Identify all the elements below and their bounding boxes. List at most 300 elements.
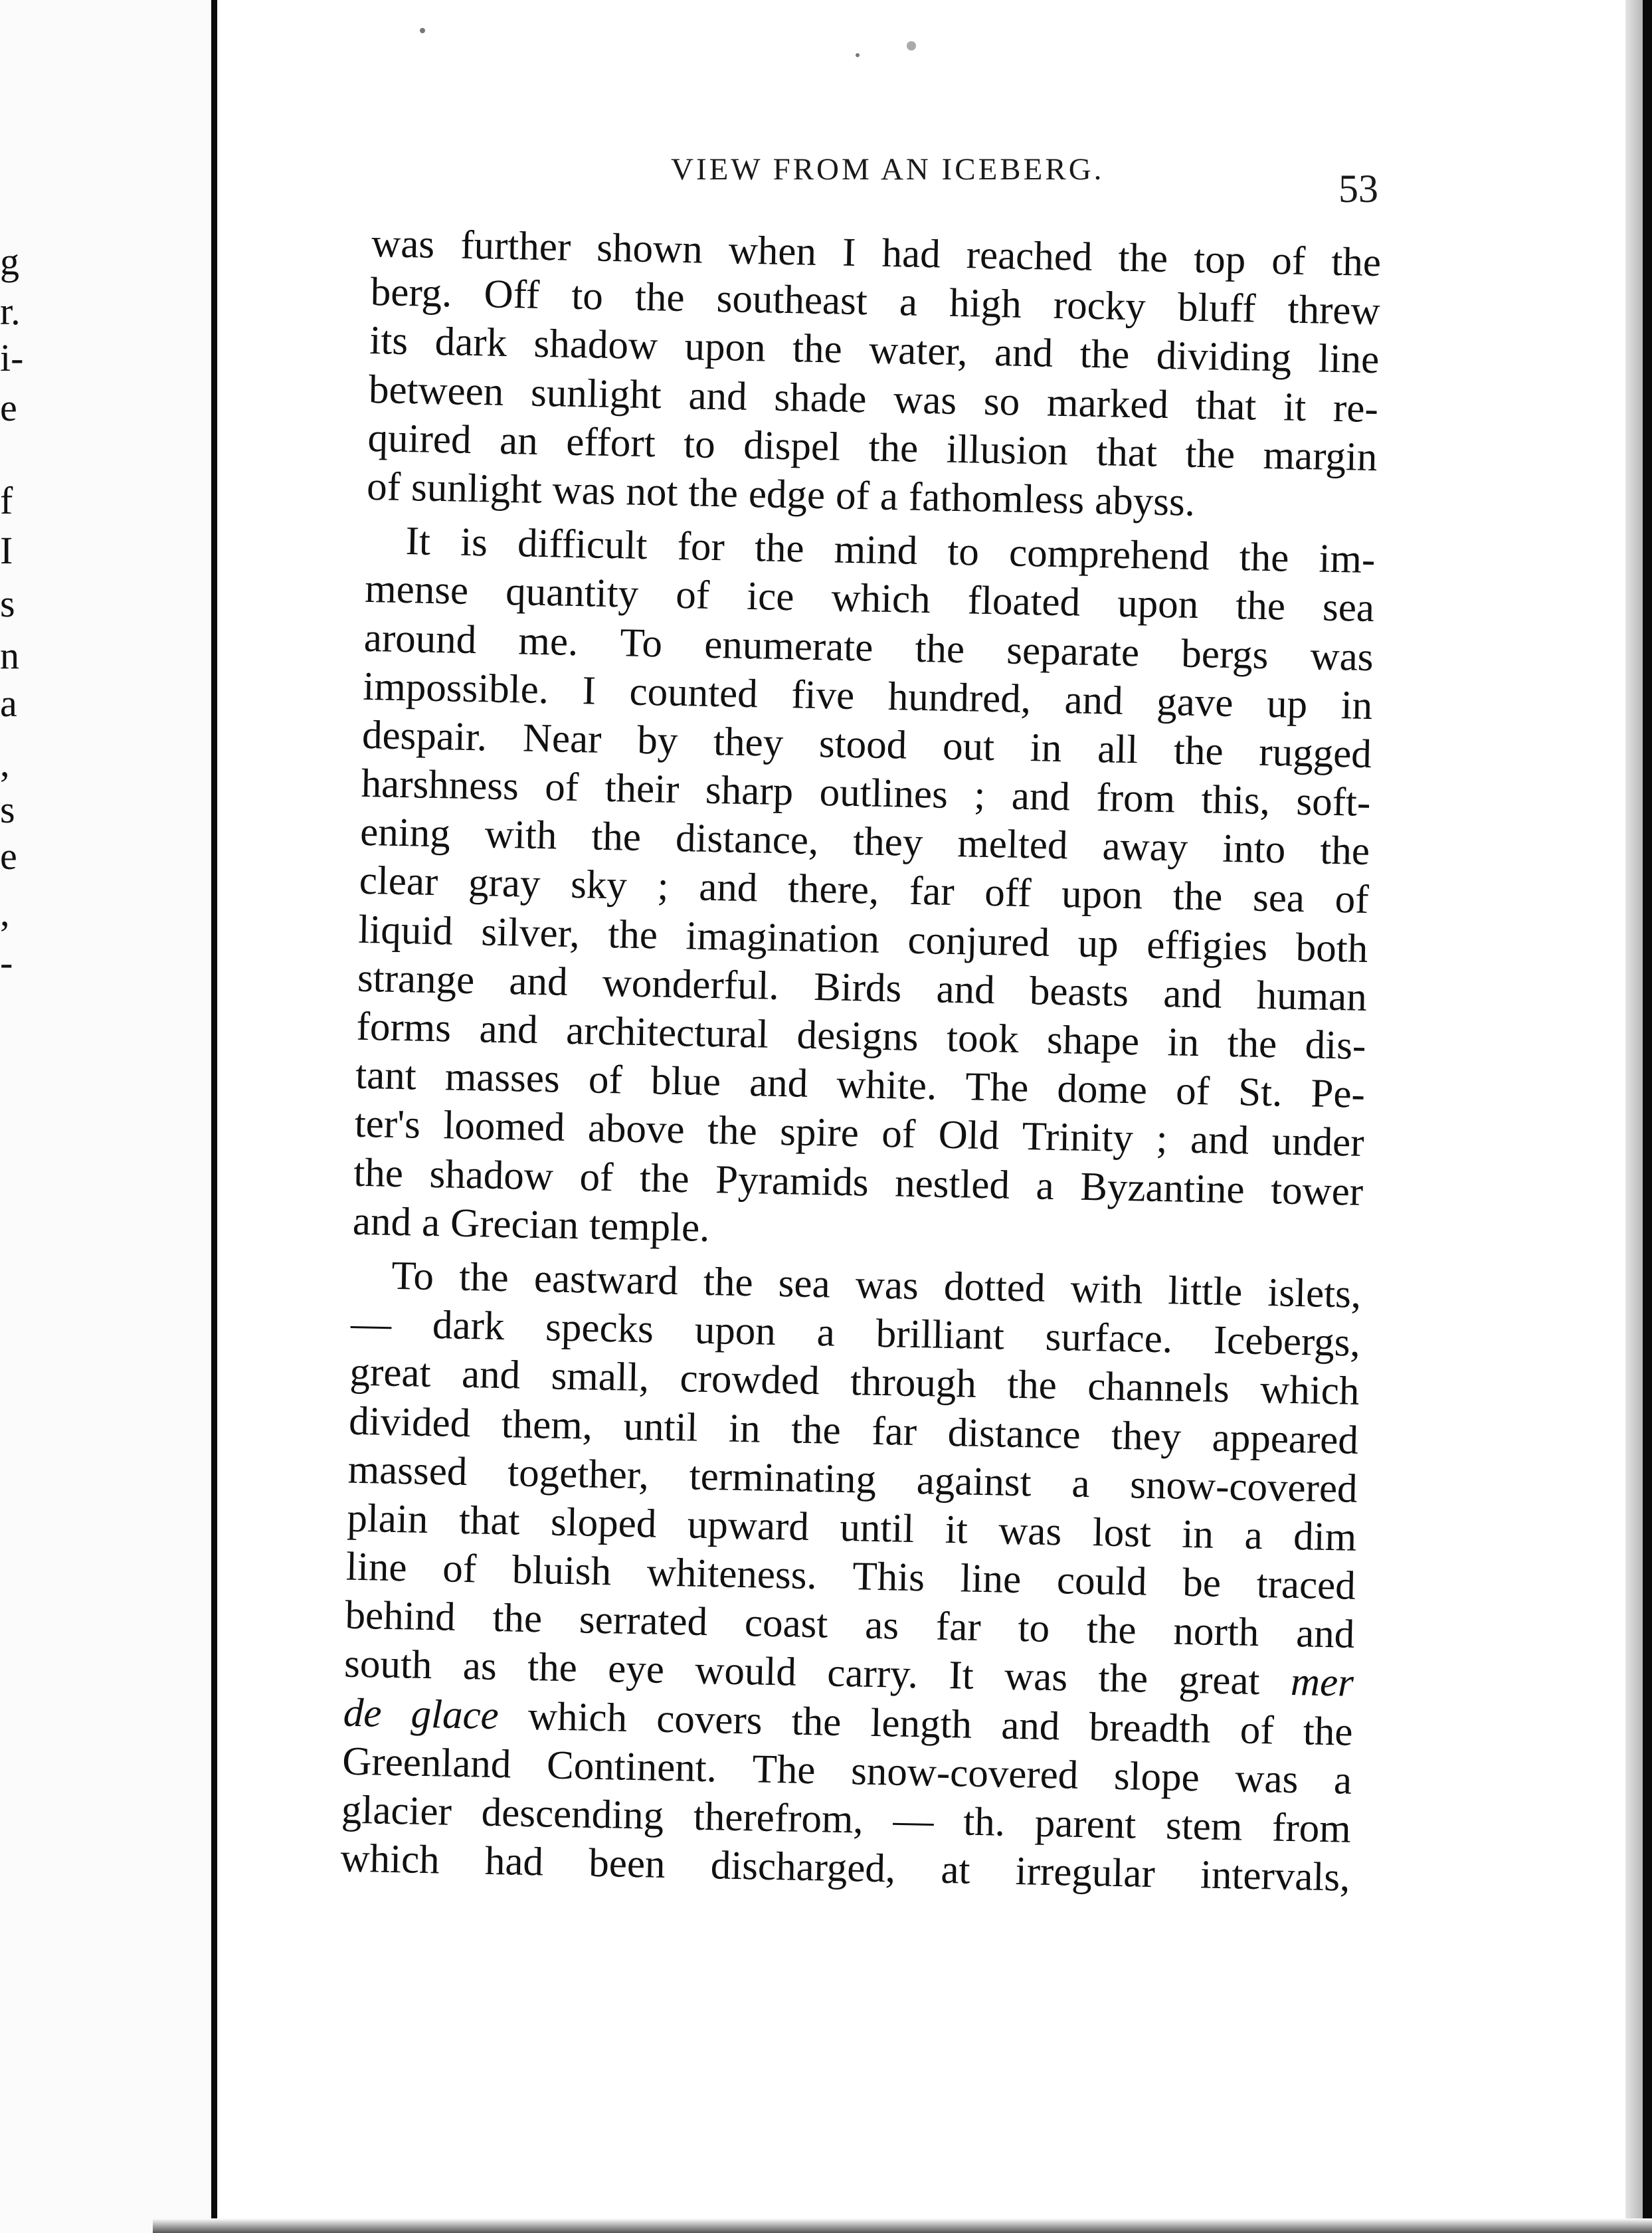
word: and bbox=[1190, 1117, 1249, 1163]
word: and bbox=[688, 373, 748, 419]
word: had bbox=[881, 231, 941, 277]
word: I bbox=[842, 230, 857, 275]
word: dispel bbox=[743, 423, 841, 470]
word: around bbox=[363, 615, 477, 662]
word: quantity bbox=[505, 569, 639, 617]
word: and bbox=[1063, 677, 1124, 724]
word: sunlight bbox=[411, 465, 543, 512]
word: between bbox=[368, 367, 504, 415]
word: from bbox=[1095, 775, 1176, 822]
word: five bbox=[790, 672, 855, 718]
word: the bbox=[1235, 583, 1286, 629]
word: specks bbox=[545, 1305, 654, 1352]
word: islets, bbox=[1267, 1270, 1362, 1317]
word: conjured bbox=[907, 918, 1050, 965]
facing-page-char: s bbox=[0, 788, 15, 831]
word: the bbox=[1227, 1020, 1277, 1067]
word: as bbox=[864, 1602, 899, 1648]
word: had bbox=[484, 1838, 544, 1885]
word: It bbox=[948, 1653, 974, 1699]
word: soft- bbox=[1295, 779, 1371, 826]
word: it bbox=[1283, 384, 1307, 430]
word: mer bbox=[1290, 1660, 1354, 1706]
running-head: VIEW FROM AN ICEBERG. bbox=[671, 152, 1105, 187]
word: a bbox=[879, 474, 899, 520]
word: slope bbox=[1113, 1753, 1200, 1800]
dust-speck bbox=[856, 53, 860, 57]
word: divided bbox=[348, 1399, 471, 1446]
word: tant bbox=[355, 1052, 417, 1099]
word: the bbox=[868, 425, 919, 471]
word: which bbox=[830, 575, 931, 623]
word: far bbox=[909, 869, 955, 915]
word: shadow bbox=[428, 1151, 554, 1199]
word: of bbox=[1175, 1068, 1210, 1114]
word: temple. bbox=[589, 1203, 711, 1250]
word: forms bbox=[356, 1004, 452, 1051]
word: dis- bbox=[1305, 1022, 1366, 1068]
word: line bbox=[1318, 336, 1380, 383]
word: glace bbox=[411, 1692, 500, 1738]
dust-speck bbox=[907, 41, 916, 50]
word: silver, bbox=[480, 909, 581, 956]
word: clear bbox=[359, 858, 439, 905]
word: which bbox=[527, 1694, 628, 1741]
word: dome bbox=[1056, 1066, 1148, 1113]
word: a bbox=[816, 1310, 836, 1355]
word: mind bbox=[834, 527, 918, 573]
word: the bbox=[688, 470, 739, 516]
word: intervals, bbox=[1200, 1852, 1350, 1900]
word: tower bbox=[1270, 1167, 1364, 1214]
facing-page-char: s bbox=[0, 582, 15, 625]
word: dark bbox=[434, 320, 507, 366]
word: snow-covered bbox=[850, 1749, 1079, 1798]
facing-page-char: - bbox=[0, 941, 13, 984]
word: hundred, bbox=[887, 674, 1032, 722]
word: sunlight bbox=[530, 370, 662, 417]
word: and bbox=[994, 330, 1054, 377]
word: under bbox=[1271, 1119, 1365, 1166]
word: they bbox=[713, 719, 784, 765]
word: Greenland bbox=[341, 1739, 512, 1787]
word: mense bbox=[364, 567, 469, 614]
word: Near bbox=[522, 716, 602, 762]
word: upon bbox=[1061, 872, 1143, 918]
word: Old bbox=[938, 1113, 1000, 1159]
word: marked bbox=[1046, 380, 1169, 427]
word: Off bbox=[483, 272, 540, 318]
word: ice bbox=[746, 574, 795, 620]
dust-speck bbox=[420, 28, 425, 33]
word: that bbox=[458, 1498, 521, 1544]
word: and bbox=[1162, 971, 1223, 1017]
word: the bbox=[703, 1259, 754, 1306]
word: and bbox=[1295, 1611, 1355, 1658]
word: re- bbox=[1332, 385, 1379, 431]
word: and bbox=[1000, 1703, 1061, 1749]
word: the bbox=[914, 626, 965, 672]
word: gray bbox=[468, 860, 541, 907]
word: high bbox=[949, 280, 1022, 327]
word: great bbox=[1178, 1658, 1261, 1704]
word: human bbox=[1256, 973, 1368, 1020]
word: the bbox=[1097, 1656, 1148, 1702]
word: was bbox=[371, 221, 435, 267]
word: plain bbox=[346, 1496, 429, 1542]
word: the bbox=[492, 1596, 543, 1642]
word: Pe- bbox=[1310, 1071, 1366, 1117]
word: when bbox=[728, 228, 817, 274]
word: water, bbox=[868, 328, 968, 375]
word: dividing bbox=[1156, 334, 1292, 381]
word: upon bbox=[694, 1308, 777, 1355]
word: further bbox=[460, 223, 571, 270]
word: was bbox=[893, 377, 957, 423]
word: the bbox=[1303, 1708, 1354, 1755]
facing-page-fragment bbox=[0, 0, 211, 2233]
word: me. bbox=[517, 618, 579, 664]
word: eye bbox=[607, 1646, 665, 1693]
word: and bbox=[749, 1060, 808, 1107]
word: there, bbox=[787, 866, 879, 914]
word: against bbox=[916, 1458, 1032, 1505]
word: of bbox=[442, 1546, 477, 1592]
bottom-edge-shadow bbox=[153, 2218, 1652, 2233]
word: fathomless bbox=[908, 474, 1085, 523]
word: an bbox=[499, 418, 539, 464]
word: Grecian bbox=[450, 1201, 579, 1248]
word: in bbox=[1167, 1020, 1200, 1066]
word: in bbox=[1030, 726, 1062, 771]
word: illusion bbox=[946, 427, 1069, 474]
word: edge bbox=[748, 471, 826, 518]
facing-page-char: n bbox=[0, 634, 19, 677]
word: white. bbox=[836, 1062, 937, 1109]
word: so bbox=[983, 379, 1020, 425]
word: The bbox=[752, 1747, 816, 1793]
word: dark bbox=[432, 1303, 505, 1349]
word: sea bbox=[1252, 876, 1305, 922]
word: To bbox=[619, 620, 663, 666]
word: upward bbox=[687, 1502, 810, 1549]
word: they bbox=[852, 819, 923, 866]
word: reached bbox=[966, 233, 1093, 280]
book-gutter bbox=[211, 0, 217, 2233]
word: therefrom, bbox=[693, 1794, 864, 1842]
word: crowded bbox=[679, 1356, 820, 1404]
word: would bbox=[694, 1648, 797, 1696]
word: to bbox=[683, 421, 716, 467]
word: melted bbox=[957, 821, 1069, 868]
word: St. bbox=[1238, 1070, 1283, 1116]
word: of bbox=[1239, 1707, 1275, 1753]
word: Icebergs, bbox=[1213, 1317, 1361, 1365]
word: enumerate bbox=[703, 622, 873, 670]
word: upon bbox=[684, 324, 767, 371]
facing-page-char: r. bbox=[0, 290, 21, 333]
word: threw bbox=[1287, 287, 1381, 334]
word: it bbox=[945, 1507, 968, 1553]
word: and bbox=[461, 1352, 521, 1398]
word: shadow bbox=[533, 322, 658, 369]
word: by bbox=[636, 718, 678, 763]
word: glacier bbox=[341, 1787, 452, 1834]
word: not bbox=[625, 469, 679, 515]
word: the bbox=[634, 274, 686, 321]
word: of bbox=[1271, 239, 1306, 284]
facing-page-char: , bbox=[0, 741, 10, 785]
word: the bbox=[791, 1699, 842, 1745]
word: far bbox=[935, 1604, 982, 1650]
facing-page-char: , bbox=[0, 891, 10, 934]
word: a bbox=[1071, 1461, 1091, 1506]
word: could bbox=[1056, 1558, 1148, 1604]
word: sea bbox=[778, 1260, 831, 1307]
facing-page-char: a bbox=[0, 682, 17, 725]
word: comprehend bbox=[1008, 530, 1210, 579]
word: architectural bbox=[565, 1008, 769, 1057]
word: the bbox=[1319, 828, 1370, 874]
word: serrated bbox=[579, 1597, 708, 1645]
word: of bbox=[366, 464, 401, 510]
word: line bbox=[960, 1556, 1022, 1602]
word: with bbox=[484, 812, 557, 858]
word: the bbox=[1117, 235, 1168, 282]
word: the bbox=[607, 912, 658, 958]
word: southeast bbox=[716, 276, 868, 324]
word: a bbox=[1243, 1513, 1263, 1558]
word: south bbox=[343, 1642, 433, 1688]
facing-page-char: e bbox=[0, 386, 17, 429]
word: that bbox=[1095, 429, 1158, 476]
word: them, bbox=[501, 1401, 593, 1448]
word: the bbox=[591, 814, 642, 860]
word: berg. bbox=[370, 270, 453, 316]
word: all bbox=[1097, 726, 1139, 773]
word: outlines bbox=[819, 770, 949, 817]
word: upon bbox=[1117, 581, 1199, 628]
word: blue bbox=[650, 1058, 721, 1105]
word: sloped bbox=[550, 1500, 657, 1547]
word: carry. bbox=[826, 1651, 919, 1698]
word: surface. bbox=[1045, 1314, 1173, 1362]
word: of bbox=[835, 473, 870, 519]
word: margin bbox=[1263, 433, 1378, 480]
word: until bbox=[623, 1404, 699, 1450]
word: far bbox=[871, 1408, 917, 1454]
word: dim bbox=[1293, 1513, 1357, 1560]
word: This bbox=[852, 1554, 925, 1601]
word: the bbox=[790, 1407, 842, 1453]
word: bluish bbox=[511, 1547, 612, 1595]
word: to bbox=[571, 273, 604, 319]
word: strange bbox=[357, 955, 475, 1003]
word: discharged, bbox=[710, 1843, 896, 1892]
word: the bbox=[792, 326, 843, 372]
word: was bbox=[1234, 1756, 1299, 1802]
word: To bbox=[391, 1253, 434, 1300]
word: been bbox=[588, 1840, 666, 1888]
word: up bbox=[1266, 681, 1308, 727]
word: with bbox=[1070, 1266, 1143, 1313]
word: the bbox=[527, 1645, 578, 1691]
word: stood bbox=[818, 721, 907, 768]
body-text bbox=[340, 219, 1382, 1902]
word: was bbox=[998, 1508, 1062, 1555]
word: rugged bbox=[1258, 729, 1372, 777]
word: is bbox=[460, 520, 488, 565]
word: — bbox=[350, 1301, 392, 1347]
word: the bbox=[1184, 431, 1236, 477]
word: coast bbox=[744, 1601, 828, 1647]
word: ; bbox=[1155, 1117, 1168, 1162]
word: and bbox=[478, 1007, 539, 1053]
word: counted bbox=[629, 669, 759, 716]
word: I bbox=[582, 668, 597, 714]
word: into bbox=[1222, 826, 1286, 872]
word: small, bbox=[551, 1353, 650, 1401]
word: until bbox=[839, 1505, 915, 1551]
word: de bbox=[343, 1690, 383, 1736]
word: a bbox=[421, 1200, 440, 1245]
word: from bbox=[1271, 1805, 1352, 1852]
word: sharp bbox=[705, 767, 794, 815]
word: a bbox=[1035, 1163, 1055, 1209]
word: up bbox=[1077, 921, 1119, 967]
word: brilliant bbox=[875, 1311, 1005, 1359]
word: their bbox=[604, 765, 680, 813]
word: the bbox=[1086, 1607, 1137, 1653]
word: the bbox=[754, 526, 805, 571]
word: north bbox=[1172, 1608, 1259, 1656]
word: Birds bbox=[813, 964, 902, 1011]
word: they bbox=[1111, 1413, 1182, 1460]
word: imagination bbox=[685, 913, 880, 962]
word: as bbox=[462, 1644, 498, 1690]
word: the bbox=[1079, 332, 1130, 378]
word: quired bbox=[367, 415, 472, 462]
word: great bbox=[349, 1349, 432, 1397]
word: was bbox=[1310, 633, 1374, 680]
word: difficult bbox=[517, 521, 648, 569]
word: masses bbox=[444, 1054, 561, 1102]
word: stem bbox=[1165, 1803, 1243, 1850]
facing-page-char: I bbox=[0, 529, 13, 572]
word: Pyramids bbox=[715, 1157, 870, 1205]
word: effort bbox=[565, 419, 656, 466]
word: was bbox=[1004, 1654, 1068, 1700]
word: of bbox=[544, 765, 579, 811]
word: appeared bbox=[1212, 1415, 1359, 1463]
word: little bbox=[1167, 1268, 1243, 1315]
word: above bbox=[587, 1106, 686, 1153]
word: in bbox=[1181, 1511, 1214, 1557]
word: shown bbox=[596, 225, 703, 272]
word: the bbox=[1331, 239, 1382, 286]
word: separate bbox=[1006, 627, 1140, 675]
word: It bbox=[405, 519, 431, 564]
word: took bbox=[946, 1015, 1020, 1062]
word: both bbox=[1295, 925, 1368, 971]
word: to bbox=[947, 529, 980, 575]
page-edge-shadow bbox=[1625, 0, 1643, 2233]
word: floated bbox=[967, 578, 1081, 625]
word: eastward bbox=[533, 1256, 679, 1304]
word: through bbox=[850, 1359, 977, 1407]
word: beasts bbox=[1029, 969, 1129, 1015]
word: ; bbox=[656, 864, 670, 910]
word: a bbox=[899, 280, 918, 325]
word: th. bbox=[963, 1799, 1006, 1845]
word: Byzantine bbox=[1079, 1164, 1245, 1213]
word: the bbox=[1172, 874, 1224, 920]
word: which bbox=[1259, 1367, 1360, 1414]
word: was bbox=[552, 468, 616, 514]
word: of bbox=[881, 1112, 916, 1157]
word: the bbox=[353, 1150, 404, 1196]
word: irregular bbox=[1015, 1849, 1156, 1897]
word: the bbox=[639, 1155, 690, 1201]
word: the bbox=[1173, 728, 1224, 774]
scan-border bbox=[1643, 0, 1652, 2233]
word: the bbox=[458, 1254, 509, 1301]
word: behind bbox=[345, 1593, 456, 1640]
word: descending bbox=[481, 1790, 664, 1838]
word: shade bbox=[773, 375, 868, 421]
word: distance, bbox=[675, 816, 819, 864]
word: designs bbox=[796, 1013, 919, 1060]
word: of bbox=[675, 573, 710, 619]
word: massed bbox=[347, 1447, 468, 1494]
facing-page-char: f bbox=[0, 479, 13, 522]
facing-page-char: i- bbox=[0, 336, 24, 379]
word: its bbox=[369, 318, 409, 364]
word: this, bbox=[1200, 777, 1271, 824]
word: terminating bbox=[689, 1454, 877, 1502]
word: lost bbox=[1092, 1510, 1152, 1556]
word: abyss. bbox=[1094, 478, 1196, 525]
word: be bbox=[1182, 1560, 1222, 1606]
word: ter's bbox=[354, 1102, 421, 1148]
word: of bbox=[588, 1057, 623, 1103]
word: shape bbox=[1046, 1017, 1140, 1064]
word: liquid bbox=[357, 907, 454, 954]
word: covers bbox=[656, 1696, 763, 1743]
word: breadth bbox=[1089, 1704, 1212, 1752]
word: sea bbox=[1322, 585, 1375, 631]
word: together, bbox=[507, 1450, 650, 1498]
word: Trinity bbox=[1022, 1114, 1134, 1161]
word: rocky bbox=[1053, 282, 1147, 330]
word: channels bbox=[1087, 1364, 1230, 1412]
word: nestled bbox=[894, 1160, 1010, 1208]
word: impossible. bbox=[362, 664, 549, 712]
word: ; bbox=[973, 773, 986, 818]
word: the bbox=[1239, 535, 1290, 581]
word: whiteness. bbox=[646, 1550, 818, 1599]
word: and bbox=[508, 958, 569, 1005]
word: for bbox=[677, 524, 725, 570]
word: harshness bbox=[361, 761, 519, 809]
word: a bbox=[1333, 1758, 1352, 1803]
word: and bbox=[698, 865, 759, 911]
word: in bbox=[1340, 682, 1373, 728]
word: was bbox=[855, 1262, 919, 1309]
word: the bbox=[1006, 1363, 1057, 1408]
word: in bbox=[728, 1406, 761, 1452]
word: and bbox=[935, 967, 996, 1013]
